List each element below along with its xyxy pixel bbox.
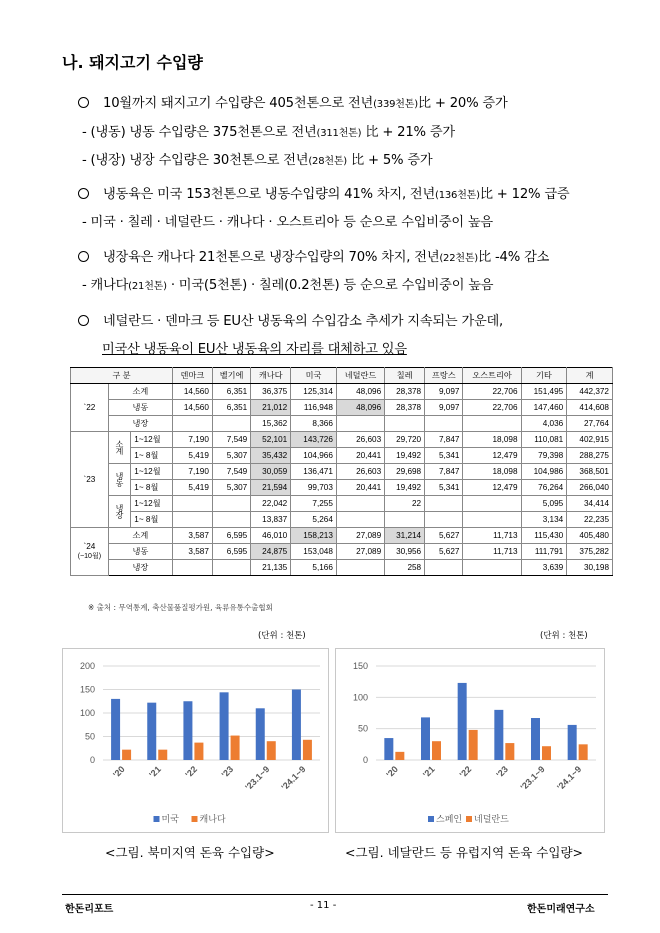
row-label: 1~ 8월 — [131, 448, 173, 464]
group-label — [108, 432, 130, 464]
table-cell: 5,627 — [425, 544, 463, 560]
table-cell: 9,097 — [425, 384, 463, 400]
table-cell — [425, 416, 463, 432]
table-cell: 158,213 — [291, 528, 337, 544]
table-cell: 6,595 — [212, 528, 250, 544]
bar-series2 — [579, 744, 588, 760]
table-cell — [385, 416, 425, 432]
table-cell: 8,366 — [291, 416, 337, 432]
table-cell: 3,587 — [172, 528, 212, 544]
table-cell: 5,419 — [172, 448, 212, 464]
table-cell — [336, 512, 384, 528]
bar-series1 — [384, 738, 393, 760]
table-row — [71, 448, 613, 464]
table-cell: 414,608 — [567, 400, 613, 416]
table-cell: 27,764 — [567, 416, 613, 432]
group-label-text: 냉장 — [115, 503, 125, 518]
table-header: 덴마크 — [172, 368, 212, 384]
x-tick-label: '20 — [111, 764, 127, 780]
table-cell: 258 — [385, 560, 425, 576]
table-cell: 14,560 — [172, 384, 212, 400]
table-cell: 30,956 — [385, 544, 425, 560]
table-cell — [336, 416, 384, 432]
bar-series2 — [122, 750, 131, 760]
table-row — [71, 480, 613, 496]
legend-label: 캐나다 — [199, 814, 226, 824]
table-cell: 151,495 — [521, 384, 567, 400]
table-cell: 26,603 — [336, 464, 384, 480]
table-cell: 36,375 — [251, 384, 291, 400]
bar-series1 — [220, 692, 229, 760]
group-label — [108, 464, 130, 496]
table-cell: 147,460 — [521, 400, 567, 416]
bar-series1 — [494, 710, 503, 760]
table-cell — [385, 512, 425, 528]
year-label — [71, 528, 109, 576]
table-cell: 5,307 — [212, 480, 250, 496]
table-cell: 27,089 — [336, 528, 384, 544]
bar-series2 — [194, 743, 203, 760]
row-label: 1~12월 — [131, 432, 173, 448]
table-cell — [336, 560, 384, 576]
table-cell — [212, 560, 250, 576]
x-tick-label: '24.1~9 — [555, 764, 584, 793]
table-cell: 22 — [385, 496, 425, 512]
table-cell: 11,713 — [463, 544, 521, 560]
bar-series2 — [395, 752, 404, 760]
table-header: 칠레 — [385, 368, 425, 384]
legend-label: 네덜란드 — [474, 814, 509, 824]
y-tick-label: 200 — [79, 661, 95, 671]
bar-series1 — [183, 701, 192, 760]
table-cell: 5,341 — [425, 448, 463, 464]
table-cell: 12,479 — [463, 480, 521, 496]
table-cell: 7,847 — [425, 432, 463, 448]
table-cell: 34,414 — [567, 496, 613, 512]
table-cell: 6,595 — [212, 544, 250, 560]
table-cell: 76,264 — [521, 480, 567, 496]
table-cell: 13,837 — [251, 512, 291, 528]
row-label: 냉장 — [108, 560, 172, 576]
row-label: 냉동 — [108, 544, 172, 560]
bar-series2 — [432, 741, 441, 760]
unit-label-right: (단위 : 천톤) — [540, 631, 588, 641]
table-cell: 52,101 — [251, 432, 291, 448]
legend-label: 미국 — [161, 814, 179, 824]
table-header: 구 분 — [71, 368, 173, 384]
table-cell — [172, 416, 212, 432]
legend-swatch — [154, 816, 160, 822]
caption-europe: <그림. 네달란드 등 유럽지역 돈육 수입량> — [345, 845, 583, 860]
bullet-frozen-usa: 냉동육은 미국 153천톤으로 냉동수입량의 41% 차지, 전년(136천톤)比 + 12% 급증 — [78, 183, 569, 202]
bar-series2 — [542, 746, 551, 760]
table-cell: 111,791 — [521, 544, 567, 560]
table-cell: 368,501 — [567, 464, 613, 480]
table-cell: 24,875 — [251, 544, 291, 560]
table-cell: 7,847 — [425, 464, 463, 480]
table-cell: 405,480 — [567, 528, 613, 544]
table-cell: 5,307 — [212, 448, 250, 464]
legend-swatch — [466, 816, 472, 822]
year-sublabel: (~10월) — [77, 553, 102, 560]
table-header: 프랑스 — [425, 368, 463, 384]
table-cell: 26,603 — [336, 432, 384, 448]
bar-series1 — [147, 703, 156, 760]
table-cell: 143,726 — [291, 432, 337, 448]
row-label: 1~ 8월 — [131, 512, 173, 528]
footer-rule — [62, 894, 608, 895]
table-cell: 28,378 — [385, 400, 425, 416]
bullet-chilled-order: - 캐나다(21천톤) · 미국(5천톤) · 칠레(0.2천톤) 등 순으로 수입비중이 높음 — [82, 278, 494, 293]
x-tick-label: '23.1~9 — [243, 764, 272, 793]
table-cell: 6,351 — [212, 384, 250, 400]
table-row — [71, 512, 613, 528]
table-cell — [463, 416, 521, 432]
table-cell: 35,432 — [251, 448, 291, 464]
table-source: ※ 출처 : 무역통계, 축산물품질평가원, 육류유통수출협회 — [88, 603, 273, 612]
y-tick-label: 0 — [362, 755, 368, 765]
caption-north-america: <그림. 북미지역 돈육 수입량> — [105, 845, 275, 860]
table-cell: 5,419 — [172, 480, 212, 496]
footer-page-number: - 11 - — [310, 900, 337, 911]
bar-series1 — [568, 725, 577, 760]
circle-bullet-icon — [78, 251, 89, 262]
table-row — [71, 432, 613, 448]
table-cell: 5,341 — [425, 480, 463, 496]
table-cell: 18,098 — [463, 432, 521, 448]
bullet-chilled: - (냉장) 냉장 수입량은 30천톤으로 전년(28천톤) 比 + 5% 증가 — [82, 153, 433, 168]
table-cell: 402,915 — [567, 432, 613, 448]
table-cell: 21,594 — [251, 480, 291, 496]
row-label: 소계 — [108, 528, 172, 544]
table-cell — [212, 512, 250, 528]
table-cell: 31,214 — [385, 528, 425, 544]
circle-bullet-icon — [78, 188, 89, 199]
table-cell: 22,042 — [251, 496, 291, 512]
row-label: 소계 — [108, 384, 172, 400]
table-cell — [425, 560, 463, 576]
chart-north-america-svg — [63, 649, 328, 832]
table-cell: 22,706 — [463, 400, 521, 416]
table-cell: 104,986 — [521, 464, 567, 480]
table-cell — [463, 496, 521, 512]
table-cell: 5,264 — [291, 512, 337, 528]
table-cell: 22,706 — [463, 384, 521, 400]
table-cell: 9,097 — [425, 400, 463, 416]
table-row — [71, 384, 613, 400]
table-cell: 3,639 — [521, 560, 567, 576]
table-cell — [425, 512, 463, 528]
y-tick-label: 100 — [352, 692, 368, 703]
x-tick-label: '23 — [494, 764, 510, 780]
table-cell — [425, 496, 463, 512]
footer-right: 한돈미래연구소 — [527, 904, 595, 915]
y-tick-label: 50 — [84, 731, 95, 742]
chart-europe — [335, 648, 605, 833]
table-row — [71, 464, 613, 480]
table-cell: 375,282 — [567, 544, 613, 560]
row-label: 1~12월 — [131, 464, 173, 480]
table-cell: 12,479 — [463, 448, 521, 464]
circle-bullet-icon — [78, 315, 89, 326]
table-cell — [172, 496, 212, 512]
bullet-chilled-canada: 냉장육은 캐나다 21천톤으로 냉장수입량의 70% 차지, 전년(22천톤)比 -4% 감소 — [78, 246, 549, 265]
table-cell: 136,471 — [291, 464, 337, 480]
table-row — [71, 400, 613, 416]
table-cell: 5,095 — [521, 496, 567, 512]
table-header: 캐나다 — [251, 368, 291, 384]
table-header: 네덜란드 — [336, 368, 384, 384]
bar-series2 — [469, 730, 478, 760]
bar-series1 — [111, 699, 120, 760]
table-cell: 48,096 — [336, 400, 384, 416]
import-table — [70, 367, 613, 576]
table-cell: 6,351 — [212, 400, 250, 416]
table-cell: 442,372 — [567, 384, 613, 400]
y-tick-label: 150 — [79, 684, 95, 695]
bar-series1 — [292, 690, 301, 761]
x-tick-label: '23.1~9 — [518, 764, 547, 793]
table-row — [71, 496, 613, 512]
table-cell: 288,275 — [567, 448, 613, 464]
table-cell: 7,549 — [212, 464, 250, 480]
table-cell: 7,255 — [291, 496, 337, 512]
x-tick-label: '21 — [147, 764, 163, 780]
group-label-text: 소계 — [115, 439, 125, 454]
bullet-eu-trend-cont: 미국산 냉동육이 EU산 냉동육의 자리를 대체하고 있음 — [102, 342, 407, 357]
chart-north-america — [62, 648, 329, 833]
x-tick-label: '22 — [457, 764, 474, 780]
bar-series1 — [531, 718, 540, 760]
table-cell: 14,560 — [172, 400, 212, 416]
table-header: 기타 — [521, 368, 567, 384]
table-header: 벨기에 — [212, 368, 250, 384]
table-cell: 110,081 — [521, 432, 567, 448]
table-cell: 21,012 — [251, 400, 291, 416]
table-cell — [172, 560, 212, 576]
table-cell: 3,587 — [172, 544, 212, 560]
x-tick-label: '23 — [219, 764, 236, 780]
bar-series2 — [231, 736, 240, 760]
row-label: 냉동 — [108, 400, 172, 416]
table-cell: 21,135 — [251, 560, 291, 576]
row-label: 1~ 8월 — [131, 480, 173, 496]
x-tick-label: '24.1~9 — [279, 764, 308, 793]
table-cell — [212, 416, 250, 432]
table-cell: 3,134 — [521, 512, 567, 528]
legend-label: 스페인 — [436, 814, 463, 824]
row-label: 1~12월 — [131, 496, 173, 512]
year-label: `22 — [71, 384, 109, 432]
table-cell: 153,048 — [291, 544, 337, 560]
table-cell: 30,198 — [567, 560, 613, 576]
table-row — [71, 544, 613, 560]
table-cell: 19,492 — [385, 448, 425, 464]
table-cell: 115,430 — [521, 528, 567, 544]
bar-series2 — [267, 741, 276, 760]
y-tick-label: 50 — [357, 723, 368, 734]
table-cell: 19,492 — [385, 480, 425, 496]
x-tick-label: '21 — [420, 764, 437, 780]
table-cell: 79,398 — [521, 448, 567, 464]
table-cell: 4,036 — [521, 416, 567, 432]
bar-series2 — [303, 740, 312, 760]
legend-swatch — [192, 816, 198, 822]
section-title: 나. 돼지고기 수입량 — [62, 53, 203, 72]
legend-swatch — [428, 816, 434, 822]
table-cell: 27,089 — [336, 544, 384, 560]
table-cell: 7,549 — [212, 432, 250, 448]
y-tick-label: 0 — [89, 755, 95, 765]
table-cell: 29,698 — [385, 464, 425, 480]
bullet-frozen: - (냉동) 냉동 수입량은 375천톤으로 전년(311천톤) 比 + 21% 증가 — [82, 125, 455, 140]
x-tick-label: '20 — [384, 764, 400, 780]
bullet-eu-trend: 네덜란드 · 덴마크 등 EU산 냉동육의 수입감소 추세가 지속되는 가운데, — [78, 310, 503, 329]
table-cell: 104,966 — [291, 448, 337, 464]
bar-series1 — [421, 717, 430, 760]
table-cell: 266,040 — [567, 480, 613, 496]
table-row — [71, 528, 613, 544]
table-cell: 15,362 — [251, 416, 291, 432]
year-label-text: `24 — [83, 542, 96, 551]
table-cell: 5,166 — [291, 560, 337, 576]
y-tick-label: 150 — [352, 661, 368, 671]
table-row — [71, 416, 613, 432]
table-cell: 116,948 — [291, 400, 337, 416]
footer-left: 한돈리포트 — [65, 904, 114, 915]
y-tick-label: 100 — [79, 708, 95, 718]
table-header: 계 — [567, 368, 613, 384]
chart-europe-svg — [336, 649, 604, 832]
table-cell: 11,713 — [463, 528, 521, 544]
table-row — [71, 560, 613, 576]
table-cell: 7,190 — [172, 464, 212, 480]
group-label-text: 냉동 — [115, 471, 125, 486]
table-cell: 30,059 — [251, 464, 291, 480]
table-header: 미국 — [291, 368, 337, 384]
table-cell: 48,096 — [336, 384, 384, 400]
table-cell: 28,378 — [385, 384, 425, 400]
table-cell — [172, 512, 212, 528]
bar-series2 — [505, 743, 514, 760]
year-label: `23 — [71, 432, 109, 528]
table-cell — [463, 512, 521, 528]
table-header-row — [71, 368, 613, 384]
table-cell — [212, 496, 250, 512]
table-cell: 29,720 — [385, 432, 425, 448]
table-cell: 20,441 — [336, 480, 384, 496]
table-cell: 18,098 — [463, 464, 521, 480]
table-cell — [336, 496, 384, 512]
group-label — [108, 496, 130, 528]
table-cell: 46,010 — [251, 528, 291, 544]
unit-label-left: (단위 : 천톤) — [258, 631, 306, 641]
circle-bullet-icon — [78, 97, 89, 108]
table-cell: 125,314 — [291, 384, 337, 400]
table-cell: 7,190 — [172, 432, 212, 448]
bullet-frozen-order: - 미국 · 칠레 · 네덜란드 · 캐나다 · 오스트리아 등 순으로 수입비중이 높음 — [82, 215, 493, 230]
bullet-total-import: 10월까지 돼지고기 수입량은 405천톤으로 전년(339천톤)比 + 20% 증가 — [78, 92, 508, 111]
table-cell: 20,441 — [336, 448, 384, 464]
table-cell — [463, 560, 521, 576]
table-header: 오스트리아 — [463, 368, 521, 384]
x-tick-label: '22 — [183, 764, 200, 780]
row-label: 냉장 — [108, 416, 172, 432]
bar-series2 — [158, 750, 167, 760]
table-cell: 22,235 — [567, 512, 613, 528]
table-cell: 5,627 — [425, 528, 463, 544]
table-cell: 99,703 — [291, 480, 337, 496]
bar-series1 — [458, 683, 467, 760]
bar-series1 — [256, 708, 265, 760]
